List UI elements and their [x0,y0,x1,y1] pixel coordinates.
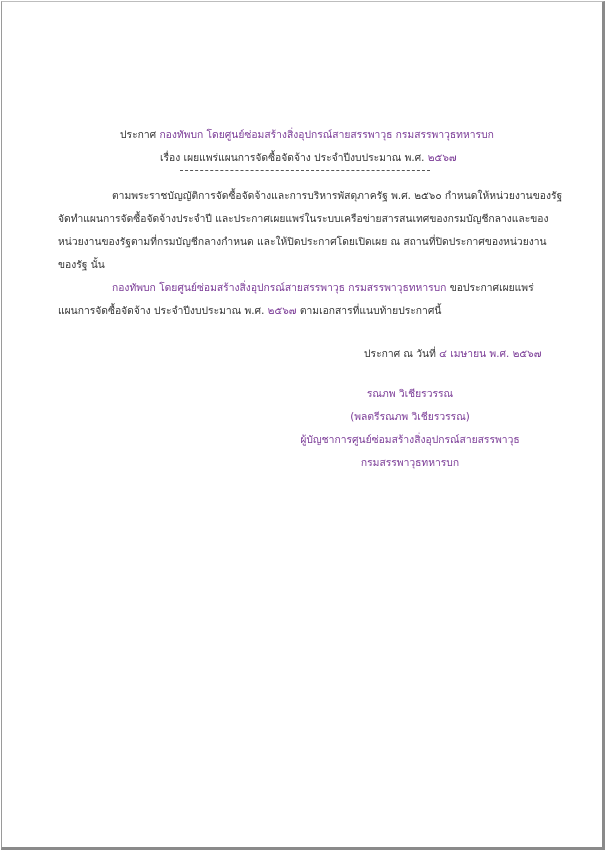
subject-text: เผยแพร่แผนการจัดซื้อจัดจ้าง ประจำปีงบประมาณ พ.ศ. [183,152,425,164]
paragraph-2-rest: ขอประกาศเผยแพร่ [449,282,534,294]
signature-department: กรมสรรพาวุธทหารบก [360,457,460,469]
paragraph-2-year: ๒๕๖๗ [267,305,297,317]
subject-year: ๒๕๖๗ [427,152,457,164]
title-prefix: ประกาศ [120,129,157,141]
signature-position: ผู้บัญชาการศูนย์ซ่อมสร้างสิ่งอุปกรณ์สายสรรพาวุธ [300,434,520,446]
subject-label: เรื่อง [160,152,181,164]
paragraph-1-line-2: จัดทำแผนการจัดซื้อจัดจ้างประจำปี และประกาศเผยแพร่ในระบบเครือข่ายสารสนเทศของกรมบัญชีกลางและของ [58,213,549,225]
date-value: ๔ เมษายน พ.ศ. ๒๕๖๗ [439,348,542,360]
header-divider [180,170,430,171]
paragraph-2-line-2 [58,304,441,318]
title-agency: กองทัพบก โดยศูนย์ซ่อมสร้างสิ่งอุปกรณ์สายสรรพาวุธ กรมสรรพาวุธทหารบก [159,129,494,141]
paragraph-1-line-4: ของรัฐ นั้น [58,259,105,271]
signature-name: รณภพ วิเชียรวรรณ [366,388,454,400]
paragraph-2-line-1 [112,281,534,295]
paragraph-2-agency: กองทัพบก โดยศูนย์ซ่อมสร้างสิ่งอุปกรณ์สายสรรพาวุธ กรมสรรพาวุธทหารบก [112,282,447,294]
announcement-title [120,128,494,142]
date-prefix: ประกาศ ณ วันที่ [364,348,436,360]
announcement-date [364,347,541,361]
paragraph-1-line-3: หน่วยงานของรัฐตามที่กรมบัญชีกลางกำหนด และให้ปิดประกาศโดยเปิดเผย ณ สถานที่ปิดประกาศของหน่วยงาน [58,236,547,248]
paragraph-2-line-2-start: แผนการจัดซื้อจัดจ้าง ประจำปีงบประมาณ พ.ศ. [58,305,265,317]
announcement-subject [160,151,457,165]
paragraph-1-line-1: ตามพระราชบัญญัติการจัดซื้อจัดจ้างและการบริหารพัสดุภาครัฐ พ.ศ. ๒๕๖๐ กำหนดให้หน่วยงานของรัฐ [112,190,563,202]
paragraph-2-line-2-end: ตามเอกสารที่แนบท้ายประกาศนี้ [299,305,442,317]
signature-full-name: (พลตรีรณภพ วิเชียรวรรณ) [350,411,470,423]
